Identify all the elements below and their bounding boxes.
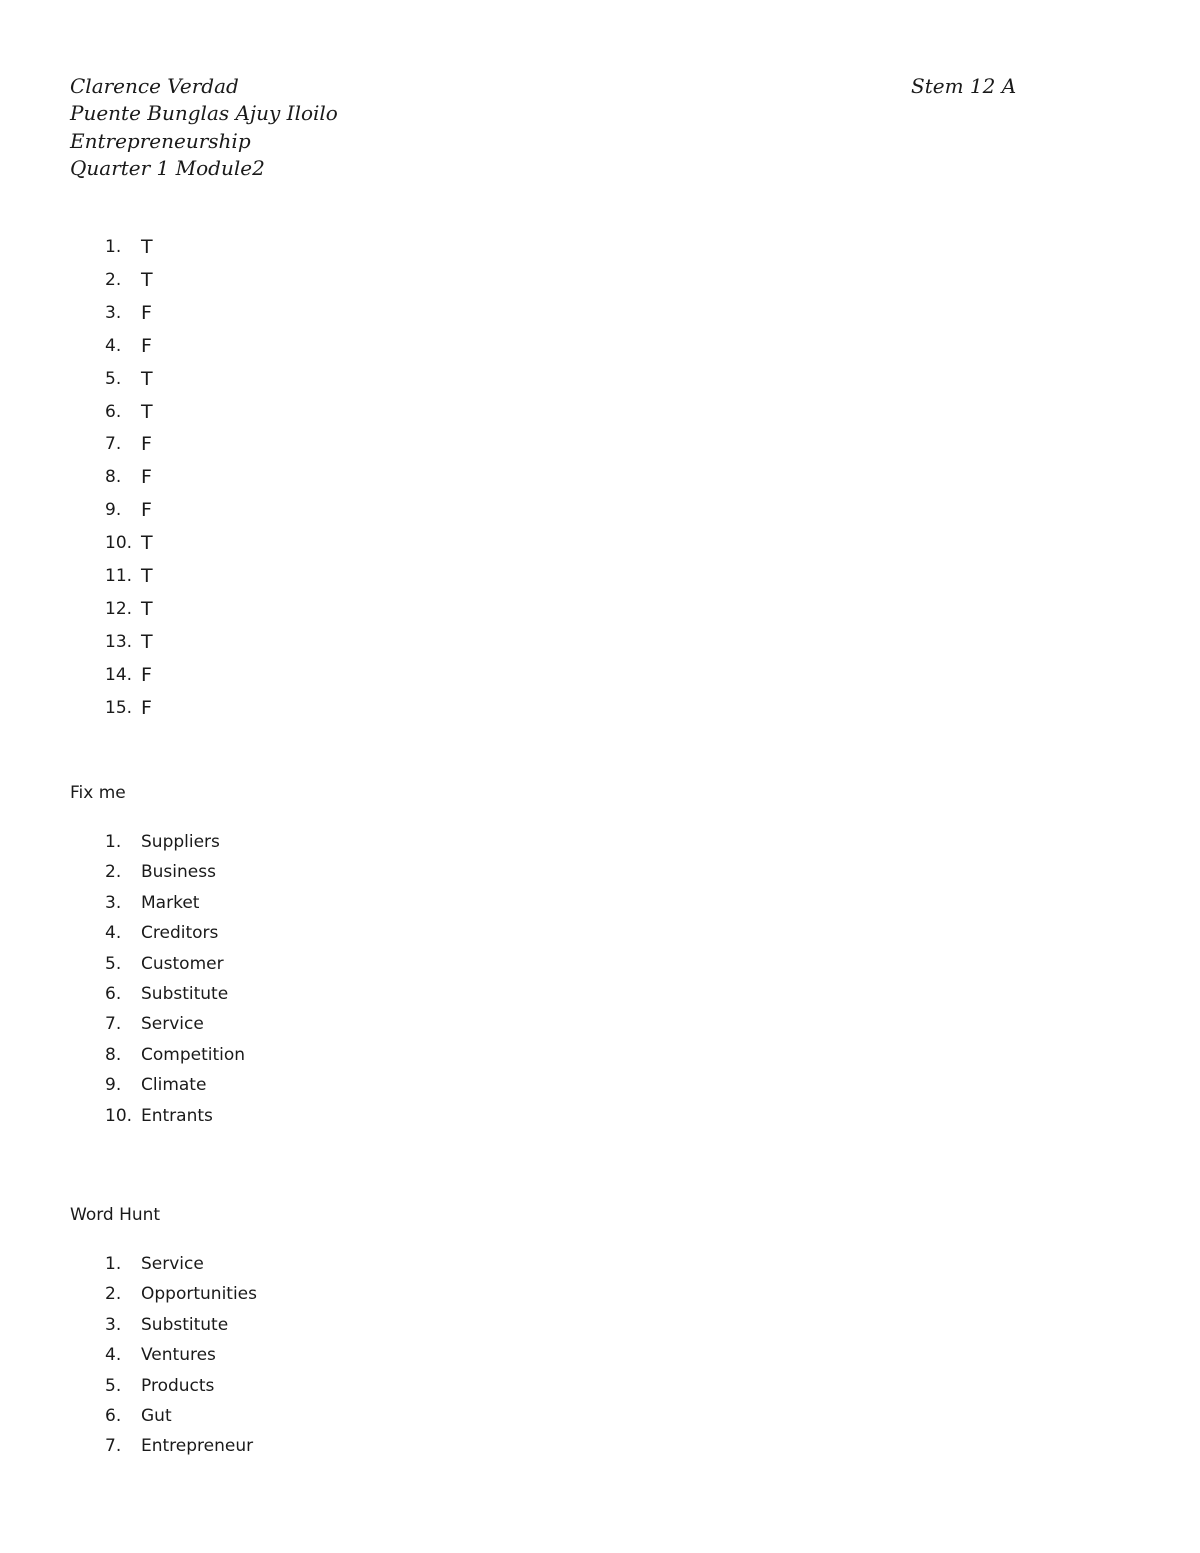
item-answer: Climate <box>141 1075 207 1096</box>
item-answer: Products <box>141 1375 215 1396</box>
item-number: 3. <box>105 892 122 913</box>
item-number: 3. <box>105 302 122 323</box>
item-answer: T <box>141 532 153 555</box>
item-answer: Service <box>141 1254 204 1274</box>
item-number: 10. <box>105 533 133 554</box>
item-answer: F <box>141 663 152 686</box>
item-answer: F <box>141 334 152 357</box>
item-answer: T <box>141 565 153 587</box>
item-answer: Service <box>141 1014 204 1035</box>
item-answer: T <box>141 367 153 390</box>
item-number: 11. <box>105 566 133 586</box>
item-number: 14. <box>105 664 133 685</box>
item-answer: Substitute <box>141 1314 229 1335</box>
item-answer: F <box>141 466 152 489</box>
item-number: 15. <box>105 697 133 718</box>
item-number: 5. <box>105 1375 122 1396</box>
item-answer: T <box>141 630 153 653</box>
item-number: 6. <box>105 1406 122 1426</box>
item-answer: Substitute <box>141 984 229 1004</box>
word-hunt-title: Word Hunt <box>70 1205 161 1225</box>
item-answer: Entrepreneur <box>141 1436 254 1457</box>
item-number: 9. <box>105 500 122 521</box>
item-answer: Business <box>141 862 216 883</box>
item-answer: F <box>141 499 152 522</box>
item-number: 6. <box>105 401 122 422</box>
subject-name: Entrepreneurship <box>70 129 251 153</box>
item-answer: Customer <box>141 953 224 974</box>
item-number: 5. <box>105 368 122 389</box>
item-number: 4. <box>105 923 122 944</box>
item-answer: F <box>141 301 152 324</box>
item-number: 2. <box>105 1284 122 1305</box>
item-answer: Suppliers <box>141 832 220 852</box>
item-number: 8. <box>105 467 122 488</box>
item-number: 8. <box>105 1044 122 1065</box>
item-number: 4. <box>105 1345 122 1366</box>
item-answer: T <box>141 268 153 291</box>
item-number: 2. <box>105 862 122 883</box>
fix-me-title: Fix me <box>70 783 126 803</box>
item-number: 12. <box>105 598 133 619</box>
item-number: 2. <box>105 269 122 290</box>
student-address: Puente Bunglas Ajuy Iloilo <box>70 101 338 125</box>
item-answer: F <box>141 696 152 719</box>
item-number: 1. <box>105 237 122 257</box>
module-label: Quarter 1 Module2 <box>70 156 265 180</box>
item-number: 5. <box>105 953 122 974</box>
item-number: 3. <box>105 1314 122 1335</box>
item-answer: F <box>141 433 152 456</box>
item-answer: T <box>141 236 153 258</box>
student-name: Clarence Verdad <box>70 74 239 98</box>
item-answer: Ventures <box>141 1345 216 1366</box>
item-number: 10. <box>105 1105 133 1126</box>
item-answer: Competition <box>141 1044 246 1065</box>
item-number: 9. <box>105 1075 122 1096</box>
item-number: 1. <box>105 1254 122 1274</box>
item-answer: T <box>141 400 153 423</box>
item-number: 6. <box>105 984 122 1004</box>
item-answer: Opportunities <box>141 1284 257 1305</box>
item-answer: Creditors <box>141 923 219 944</box>
item-answer: Entrants <box>141 1105 213 1126</box>
class-section: Stem 12 A <box>911 74 1017 98</box>
item-answer: Market <box>141 892 200 913</box>
item-number: 7. <box>105 1436 122 1457</box>
item-answer: Gut <box>141 1406 172 1426</box>
item-number: 7. <box>105 1014 122 1035</box>
item-number: 1. <box>105 832 122 852</box>
item-number: 13. <box>105 631 133 652</box>
item-number: 4. <box>105 335 122 356</box>
item-answer: T <box>141 597 153 620</box>
item-number: 7. <box>105 434 122 455</box>
